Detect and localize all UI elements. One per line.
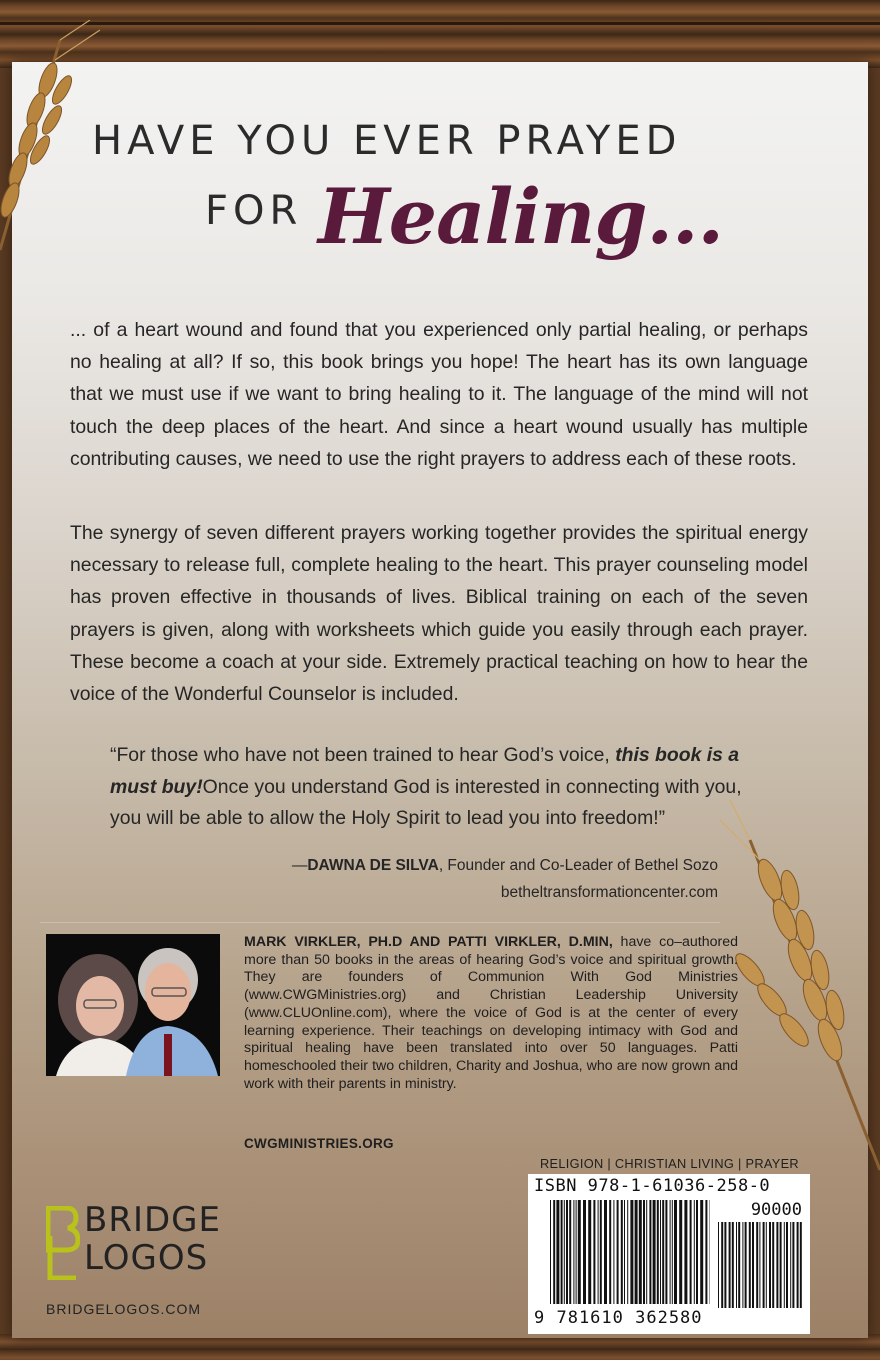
heading-script-healing: Healing...: [318, 172, 723, 261]
publisher-name-line-1: BRIDGE: [84, 1200, 221, 1240]
endorsement-quote: [110, 740, 750, 835]
barcode: [528, 1174, 810, 1334]
heading-line-2: FOR: [205, 188, 303, 234]
category-label: RELIGION | CHRISTIAN LIVING | PRAYER: [540, 1156, 799, 1171]
heading-line-1: HAVE YOU EVER PRAYED: [92, 118, 682, 164]
wood-background-top: [0, 0, 880, 68]
quote-text-start: “For those who have not been trained to hear God’s voice,: [110, 744, 616, 766]
publisher-name-line-2: LOGOS: [84, 1238, 209, 1278]
attribution-website: betheltransformationcenter.com: [500, 884, 718, 901]
quote-emphasis: this book is a must buy!: [110, 744, 740, 798]
attribution-name: DAWNA DE SILVA: [307, 857, 439, 874]
barcode-bars: [550, 1200, 710, 1312]
author-names: MARK VIRKLER, PH.D AND PATTI VIRKLER, D.MIN,: [244, 934, 613, 950]
author-bio-text: have co–authored more than 50 books in the areas of hearing God’s voice and spiritual growth. They are founders of Communion With God Ministries (www.CWGMinistries.org) and Christian Leadership University (www.CLUOnline.com), where the voice of God is at the center of every learning experience. Their teachings on developing intimacy with God and spiritual healing have been translated into over 50 languages. Patti homeschooled their two children, Charity and Joshua, who are now grown and work with their parents in ministry.: [244, 934, 738, 1092]
endorsement-attribution: [292, 852, 718, 906]
attribution-dash: —: [291, 857, 308, 874]
addon-barcode-bars: [718, 1222, 802, 1312]
price-code: 90000: [750, 1200, 802, 1220]
quote-text-end: Once you understand God is interested in connecting with you, you will be able to allow the Holy Spirit to lead you into freedom!”: [110, 775, 742, 829]
isbn-number: ISBN 978-1-61036-258-0: [534, 1176, 771, 1196]
section-divider: [40, 922, 720, 923]
ministry-website: CWGMINISTRIES.ORG: [244, 1136, 394, 1151]
publisher-website: BRIDGELOGOS.COM: [46, 1301, 202, 1317]
description-paragraph-1: ... of a heart wound and found that you experienced only partial healing, or perhaps no healing at all? If so, this book brings you hope! The heart has its own language that we must use if we want to bring healing to it. The language of the mind will not touch the deep places of the heart. And since a heart wound usually has multiple contributing causes, we need to use the right prayers to address each of these roots.: [70, 319, 808, 470]
author-photo: [46, 934, 220, 1076]
attribution-role: , Founder and Co-Leader of Bethel Sozo: [438, 857, 718, 874]
bridge-logos-mark-icon: [46, 1206, 80, 1280]
author-bio: [244, 934, 738, 1093]
ean-number: 9 781610 362580: [534, 1308, 703, 1328]
description-paragraph-2: The synergy of seven different prayers working together provides the spiritual energy necessary to release full, complete healing to the heart. This prayer counseling model has proven effective in thousands of lives. Biblical training on each of the seven prayers is given, along with worksheets which guide you easily through each prayer. These become a coach at your side. Extremely practical teaching on how to hear the voice of the Wonderful Counselor is included.: [70, 522, 808, 706]
